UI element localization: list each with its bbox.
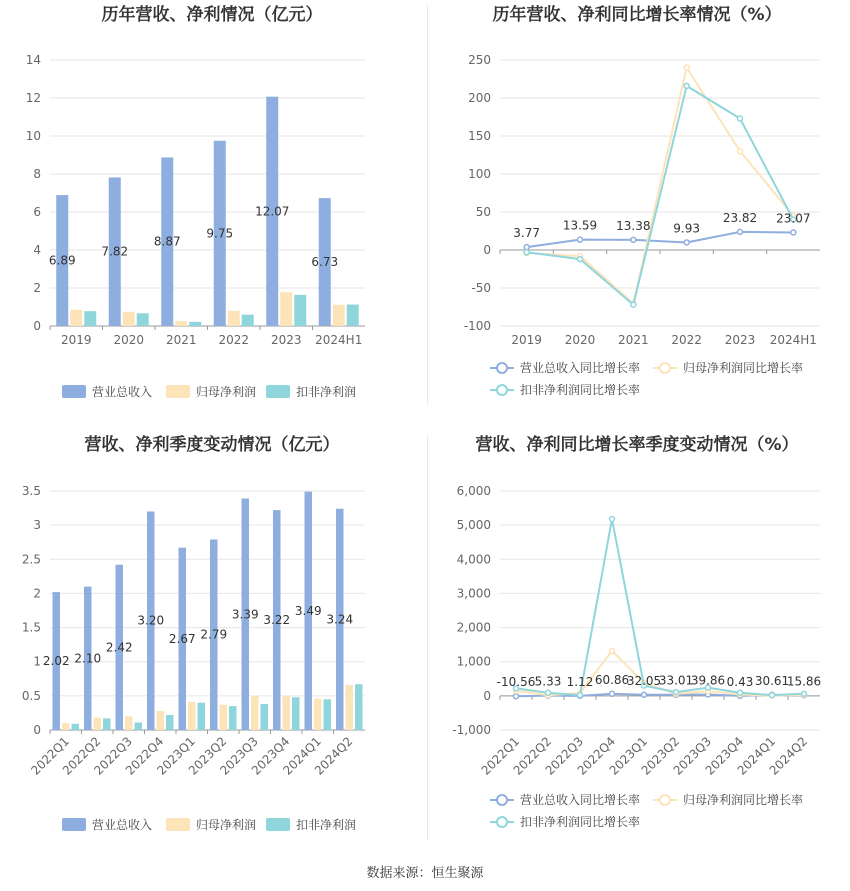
y-tick-label: 1 xyxy=(33,654,41,669)
quarterly-revenue-profit-panel xyxy=(0,430,425,860)
bar-netprofit xyxy=(314,699,322,730)
x-tick-label: 2023Q4 xyxy=(702,734,747,778)
y-tick-label: 150 xyxy=(468,129,491,143)
quarterly-growth-chart xyxy=(425,430,850,860)
y-tick-label: 14 xyxy=(25,53,41,67)
data-source-note: 数据来源：恒生聚源 xyxy=(366,866,484,881)
series-point xyxy=(610,516,615,521)
series-line-revenue xyxy=(527,232,794,247)
panel-divider-top xyxy=(427,5,428,405)
x-tick-label: 2023 xyxy=(724,333,756,347)
annual-revenue-profit-panel xyxy=(0,0,425,430)
x-tick-label: 2023Q3 xyxy=(670,734,715,778)
y-tick-label: 2 xyxy=(33,586,41,601)
bar-netprofit xyxy=(251,696,259,730)
line-value-label: 39.86 xyxy=(690,673,726,688)
y-tick-label: -50 xyxy=(471,281,491,295)
x-tick-label: 2022Q1 xyxy=(28,734,72,778)
x-tick-label: 2023Q4 xyxy=(248,734,293,778)
legend-swatch xyxy=(62,818,86,831)
y-tick-label: 100 xyxy=(468,167,491,181)
bar-deducted xyxy=(137,313,149,326)
y-tick-label: 250 xyxy=(468,53,491,67)
bar-netprofit xyxy=(283,696,291,730)
line-value-label: 9.93 xyxy=(673,221,701,236)
x-tick-label: 2022Q4 xyxy=(574,734,619,778)
x-tick-label: 2024Q2 xyxy=(311,734,356,778)
bar-deducted xyxy=(84,311,96,326)
y-tick-label: 8 xyxy=(33,167,41,181)
bar-netprofit xyxy=(94,718,102,730)
series-point xyxy=(738,149,743,154)
bar-value-label: 3.20 xyxy=(137,613,165,628)
legend-swatch-marker xyxy=(497,385,507,395)
x-tick-label: 2022Q3 xyxy=(91,734,135,778)
legend-label: 归母净利润同比增长率 xyxy=(683,793,804,807)
y-tick-label: 4,000 xyxy=(456,552,491,567)
bar-value-label: 2.02 xyxy=(42,654,70,669)
legend-swatch-marker xyxy=(497,817,507,827)
line-value-label: 32.05 xyxy=(626,673,662,688)
legend-swatch xyxy=(166,818,190,831)
y-tick-label: 3.5 xyxy=(21,484,41,498)
x-tick-label: 2023Q2 xyxy=(185,734,230,778)
y-tick-label: 6,000 xyxy=(456,484,491,498)
legend-label: 扣非净利润 xyxy=(296,385,357,399)
y-tick-label: 1,000 xyxy=(456,654,491,669)
quarterly-revenue-profit-chart xyxy=(0,430,425,860)
series-point xyxy=(578,693,583,698)
annual-growth-chart xyxy=(425,0,850,430)
legend-swatch xyxy=(266,385,290,398)
legend-label: 营业总收入 xyxy=(92,818,153,832)
bar-value-label: 2.42 xyxy=(105,640,133,655)
bar-netprofit xyxy=(62,723,70,730)
y-tick-label: -1,000 xyxy=(452,723,491,737)
y-tick-label: 3 xyxy=(33,518,41,533)
legend-label: 归母净利润 xyxy=(196,818,257,832)
series-point xyxy=(610,691,615,696)
line-value-label: 30.61 xyxy=(754,673,790,688)
line-value-label: 23.07 xyxy=(776,211,811,226)
x-tick-label: 2020 xyxy=(564,333,596,347)
y-tick-label: 6 xyxy=(33,205,41,219)
series-point xyxy=(791,230,796,235)
legend-label: 营业总收入同比增长率 xyxy=(520,793,641,807)
bar-netprofit xyxy=(346,685,354,730)
series-point xyxy=(770,693,775,698)
y-tick-label: 10 xyxy=(25,129,41,143)
legend-swatch xyxy=(62,385,86,398)
x-tick-label: 2024Q1 xyxy=(734,734,779,778)
series-point xyxy=(684,240,689,245)
legend-label: 扣非净利润 xyxy=(296,818,357,832)
bar-netprofit xyxy=(220,705,228,730)
bar-netprofit xyxy=(175,321,187,326)
line-value-label: 5.33 xyxy=(534,674,562,689)
x-tick-label: 2021 xyxy=(618,333,649,347)
panel-divider-bottom xyxy=(427,435,428,840)
series-point xyxy=(578,237,583,242)
x-tick-label: 2021 xyxy=(165,333,197,347)
y-tick-label: 50 xyxy=(475,205,491,219)
x-tick-label: 2022Q4 xyxy=(122,734,167,778)
line-value-label: 1.12 xyxy=(566,674,594,689)
series-point xyxy=(684,83,689,88)
x-tick-label: 2019 xyxy=(60,333,92,347)
legend-swatch xyxy=(166,385,190,398)
x-tick-label: 2023Q3 xyxy=(217,734,261,778)
x-tick-label: 2024Q1 xyxy=(280,734,324,778)
line-value-label: 23.82 xyxy=(722,210,758,225)
y-tick-label: 0 xyxy=(33,723,41,737)
x-tick-label: 2022Q2 xyxy=(59,734,104,778)
bar-value-label: 2.10 xyxy=(74,651,102,666)
series-point xyxy=(631,237,636,242)
bar-deducted xyxy=(324,699,332,730)
series-point xyxy=(546,690,551,695)
bar-deducted xyxy=(198,703,206,730)
y-tick-label: 12 xyxy=(25,91,41,105)
bar-value-label: 6.73 xyxy=(311,255,339,270)
legend-label: 归母净利润 xyxy=(196,385,257,399)
bar-deducted xyxy=(166,715,174,730)
legend-label: 归母净利润同比增长率 xyxy=(683,361,804,375)
chart-title: 营收、净利季度变动情况（亿元） xyxy=(84,435,340,455)
chart-title: 历年营收、净利同比增长率情况（%） xyxy=(492,5,782,25)
bar-deducted xyxy=(103,718,111,730)
bar-deducted xyxy=(292,697,300,730)
bar-value-label: 3.24 xyxy=(326,612,354,627)
y-tick-label: 4 xyxy=(33,243,41,257)
legend-swatch-marker xyxy=(497,363,507,373)
series-point xyxy=(578,257,583,262)
bar-value-label: 12.07 xyxy=(255,204,290,219)
series-point xyxy=(631,302,636,307)
series-line-netprofit xyxy=(527,68,794,304)
series-point xyxy=(610,648,615,653)
line-value-label: 13.38 xyxy=(616,218,651,233)
x-tick-label: 2023Q1 xyxy=(154,734,198,778)
bar-deducted xyxy=(355,684,363,730)
chart-title: 历年营收、净利情况（亿元） xyxy=(101,5,323,25)
bar-value-label: 6.89 xyxy=(48,253,76,268)
legend-label: 扣非净利润同比增长率 xyxy=(520,383,641,397)
y-tick-label: 200 xyxy=(468,91,491,105)
series-point xyxy=(738,229,743,234)
legend-swatch-marker xyxy=(497,795,507,805)
legend-label: 营业总收入同比增长率 xyxy=(520,361,641,375)
bar-value-label: 3.22 xyxy=(263,613,291,628)
y-tick-label: 1.5 xyxy=(21,620,41,635)
x-tick-label: 2024H1 xyxy=(315,333,363,347)
x-tick-label: 2022 xyxy=(671,333,702,347)
bar-value-label: 7.82 xyxy=(101,244,129,259)
bar-value-label: 3.49 xyxy=(294,603,322,618)
legend-label: 营业总收入 xyxy=(92,385,153,399)
line-value-label: 13.59 xyxy=(562,218,598,233)
y-tick-label: 0 xyxy=(483,688,491,703)
bar-deducted xyxy=(294,295,306,326)
y-tick-label: 5,000 xyxy=(456,518,491,533)
bar-deducted xyxy=(72,724,80,730)
x-tick-label: 2022Q3 xyxy=(542,734,587,778)
y-tick-label: 2.5 xyxy=(21,552,41,567)
x-tick-label: 2019 xyxy=(511,333,542,347)
series-point xyxy=(524,250,529,255)
series-point xyxy=(802,691,807,696)
bar-netprofit xyxy=(333,305,345,326)
line-value-label: -10.56 xyxy=(496,675,536,690)
bar-value-label: 9.75 xyxy=(206,226,234,241)
series-point xyxy=(674,690,679,695)
x-tick-label: 2020 xyxy=(113,333,145,347)
x-tick-label: 2023Q2 xyxy=(638,734,683,778)
y-tick-label: -100 xyxy=(463,319,491,333)
line-value-label: 0.43 xyxy=(726,674,754,689)
y-tick-label: 0 xyxy=(33,319,41,333)
series-point xyxy=(514,694,519,699)
series-point xyxy=(524,245,529,250)
x-tick-label: 2024H1 xyxy=(769,333,817,347)
quarterly-growth-panel xyxy=(425,430,850,860)
series-line-deducted xyxy=(527,86,794,305)
line-value-label: 3.77 xyxy=(513,226,541,241)
annual-growth-panel xyxy=(425,0,850,430)
annual-revenue-profit-chart xyxy=(0,0,425,430)
bar-value-label: 2.79 xyxy=(200,627,228,642)
legend-label: 扣非净利润同比增长率 xyxy=(520,815,641,829)
x-tick-label: 2023 xyxy=(270,333,302,347)
bar-netprofit xyxy=(157,711,165,730)
series-point xyxy=(738,690,743,695)
bar-value-label: 3.39 xyxy=(231,607,259,622)
bar-deducted xyxy=(135,722,143,730)
series-line-deducted xyxy=(516,519,804,695)
legend-swatch-marker xyxy=(660,795,670,805)
bar-deducted xyxy=(347,305,359,326)
bar-deducted xyxy=(229,706,237,730)
bar-netprofit xyxy=(188,702,196,730)
x-tick-label: 2022 xyxy=(218,333,250,347)
y-tick-label: 3,000 xyxy=(456,586,491,601)
x-tick-label: 2022Q2 xyxy=(510,734,555,778)
bar-netprofit xyxy=(123,312,135,326)
series-point xyxy=(684,65,689,70)
y-tick-label: 2,000 xyxy=(456,620,491,635)
x-tick-label: 2024Q2 xyxy=(766,734,811,778)
line-value-label: 33.01 xyxy=(658,673,694,688)
series-point xyxy=(642,692,647,697)
x-tick-label: 2023Q1 xyxy=(606,734,651,778)
bar-netprofit xyxy=(70,310,82,326)
bar-netprofit xyxy=(125,716,133,730)
y-tick-label: 0 xyxy=(483,243,491,257)
y-tick-label: 0.5 xyxy=(21,688,41,703)
y-tick-label: 2 xyxy=(33,281,41,295)
bar-deducted xyxy=(261,704,269,730)
bar-netprofit xyxy=(280,292,292,326)
legend-swatch xyxy=(266,818,290,831)
line-value-label: 60.86 xyxy=(594,672,630,687)
chart-title: 营收、净利同比增长率季度变动情况（%） xyxy=(475,435,799,455)
line-value-label: 15.86 xyxy=(786,674,822,689)
x-tick-label: 2022Q1 xyxy=(478,734,523,778)
bar-deducted xyxy=(189,322,201,326)
bar-value-label: 8.87 xyxy=(153,234,181,249)
legend-swatch-marker xyxy=(660,363,670,373)
series-point xyxy=(738,116,743,121)
bar-value-label: 2.67 xyxy=(168,631,196,646)
bar-deducted xyxy=(242,315,254,326)
bar-netprofit xyxy=(228,311,240,326)
